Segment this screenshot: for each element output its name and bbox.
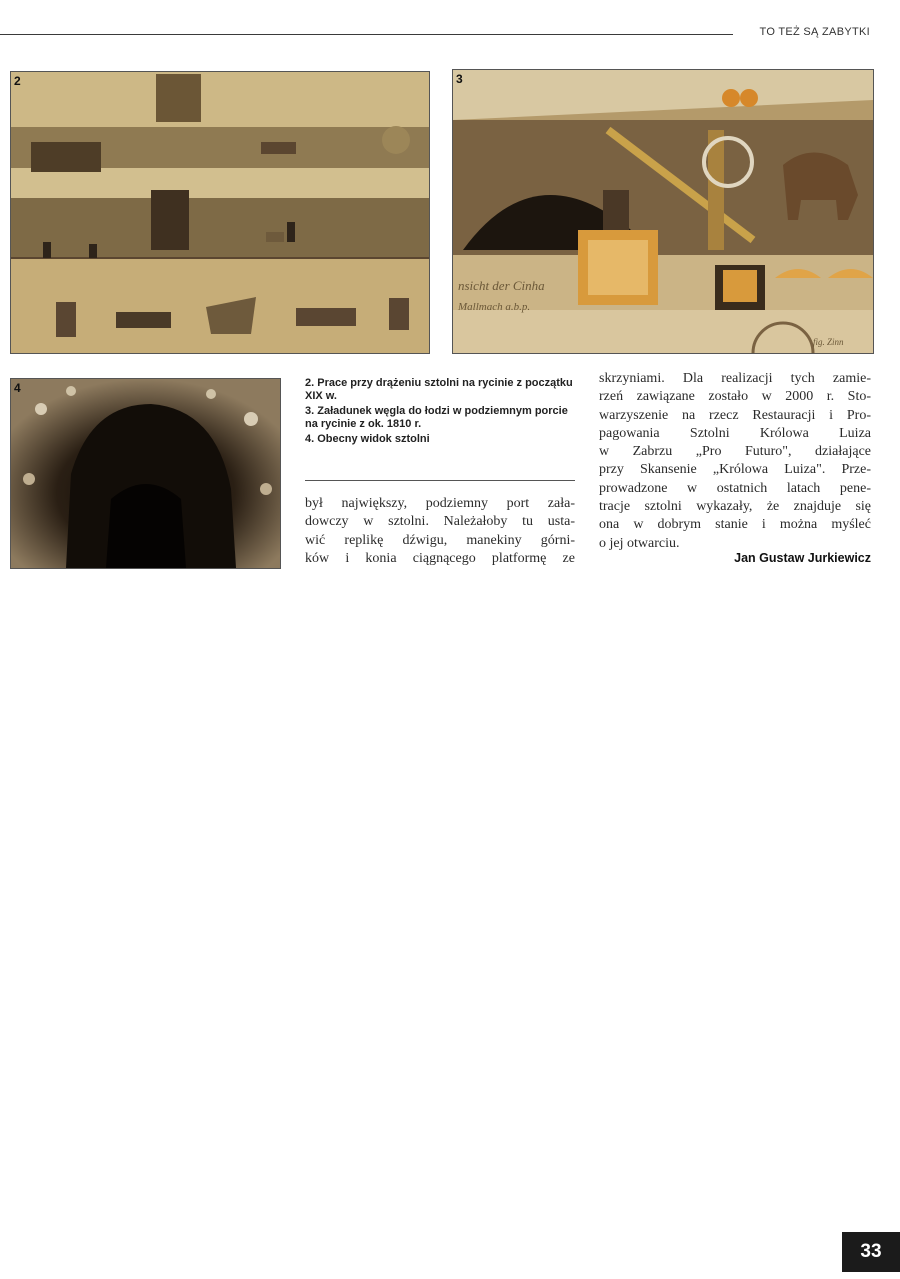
figure-2-tunnel-excavation-engraving bbox=[10, 71, 430, 354]
text-line: o jej otwarciu. bbox=[599, 535, 680, 551]
figure-4-number: 4 bbox=[14, 381, 21, 395]
section-title: TO TEŻ SĄ ZABYTKI bbox=[759, 26, 870, 38]
text-line: rzeń zawiązane zostało w 2000 r. Sto- bbox=[599, 389, 871, 405]
caption-4: 4. Obecny widok sztolni bbox=[305, 433, 430, 445]
fig3-inscription-line2: Mallmach a.b.p. bbox=[458, 301, 531, 313]
header-rule bbox=[0, 34, 733, 35]
fig3-inscription-line1: nsicht der Cinha bbox=[458, 278, 545, 293]
caption-divider bbox=[305, 480, 575, 481]
article-text-right-column bbox=[599, 370, 871, 553]
text-line: w Zabrzu „Pro Futuro", działające bbox=[599, 444, 871, 460]
text-line: dowczy w sztolni. Należałoby tu usta- bbox=[305, 514, 575, 530]
page-number: 33 bbox=[842, 1232, 900, 1272]
text-line: wić replikę dźwigu, manekiny górni- bbox=[305, 532, 575, 548]
tunnel-photo-illustration bbox=[11, 379, 280, 568]
text-line: przy Skansenie „Królowa Luiza". Prze- bbox=[599, 462, 871, 478]
engraving-3-illustration bbox=[453, 70, 873, 353]
text-line: warzyszenie na rzecz Restauracji i Pro- bbox=[599, 407, 871, 423]
text-line: pagowania Sztolni Królowa Luiza bbox=[599, 425, 871, 441]
text-line: skrzyniami. Dla realizacji tych zamie- bbox=[599, 371, 871, 386]
figure-2-number: 2 bbox=[14, 74, 21, 88]
text-line: ków i konia ciągnącego platformę ze bbox=[305, 550, 575, 566]
figure-captions bbox=[305, 377, 575, 449]
text-line: był największy, podziemny port zała- bbox=[305, 496, 575, 511]
engraving-2-illustration bbox=[11, 72, 429, 353]
text-line: ona w dobrym stanie i można myśleć bbox=[599, 517, 871, 533]
text-line: prowadzone w ostatnich latach pene- bbox=[599, 480, 871, 496]
text-line: tracje sztolni wykazały, że znajduje się bbox=[599, 499, 871, 515]
caption-3: 3. Załadunek węgla do łodzi w podziemnym porcie na rycinie z ok. 1810 r. bbox=[305, 405, 568, 430]
article-author: Jan Gustaw Jurkiewicz bbox=[734, 551, 871, 565]
article-text-middle-column bbox=[305, 495, 575, 568]
figure-3-number: 3 bbox=[456, 72, 463, 86]
fig3-signature: fig. Zinn bbox=[813, 337, 844, 347]
figure-4-tunnel-photo bbox=[10, 378, 281, 569]
figure-3-coal-loading-engraving bbox=[452, 69, 874, 354]
caption-2: 2. Prace przy drążeniu sztolni na rycinie z początku XIX w. bbox=[305, 377, 573, 402]
